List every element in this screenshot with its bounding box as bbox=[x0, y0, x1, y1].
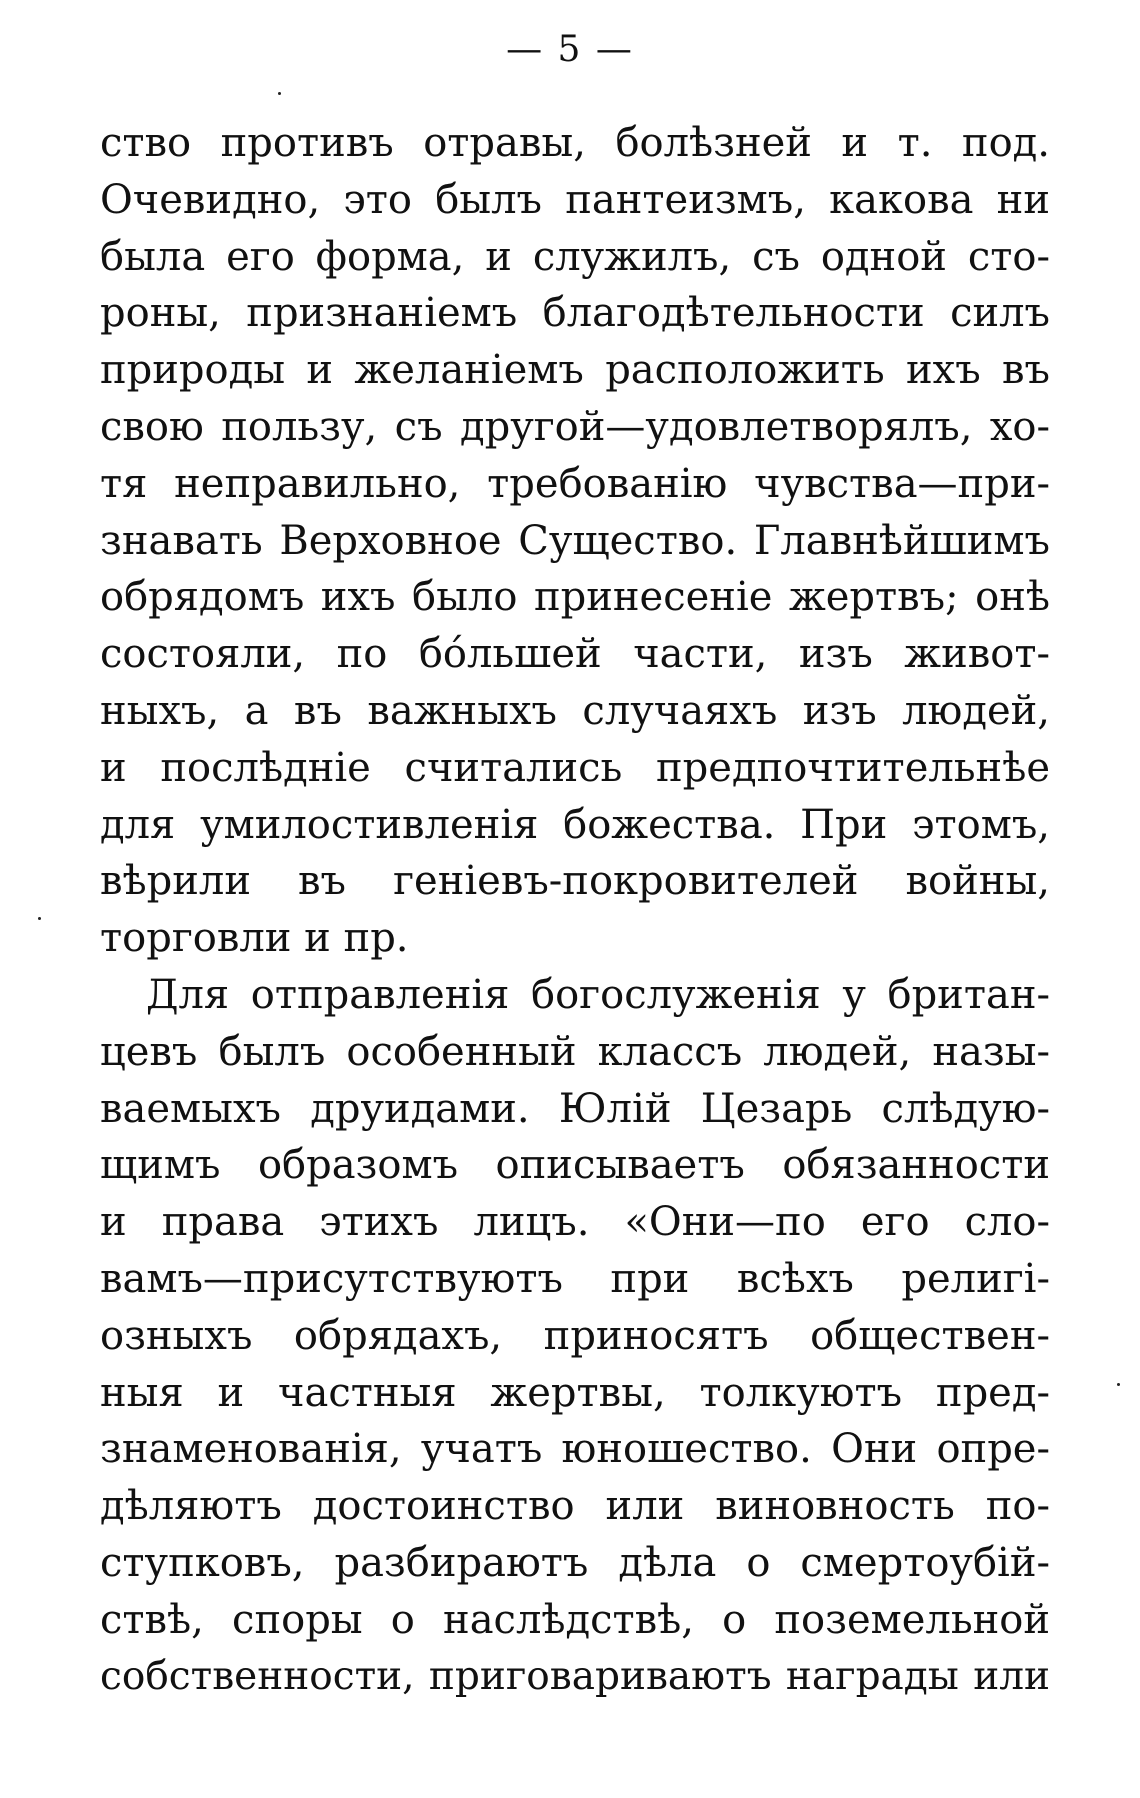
text-line: и послѣдніе считались предпочтительнѣе bbox=[100, 744, 1050, 791]
text-line: тя неправильно, требованію чувства—при- bbox=[100, 460, 1050, 507]
print-speck bbox=[38, 917, 41, 920]
print-speck bbox=[1117, 1383, 1120, 1386]
text-line: знаменованія, учатъ юношество. Они опре- bbox=[100, 1426, 1050, 1473]
text-line: ныя и частныя жертвы, толкуютъ пред- bbox=[100, 1369, 1050, 1416]
text-line: щимъ образомъ описываетъ обязанности bbox=[100, 1142, 1050, 1189]
text-line: обрядомъ ихъ было принесеніе жертвъ; онѣ bbox=[100, 574, 1050, 621]
text-line: вамъ—присутствуютъ при всѣхъ религі- bbox=[100, 1255, 1050, 1302]
text-line: для умилостивленія божества. При этомъ, bbox=[100, 801, 1050, 848]
text-line: ваемыхъ друидами. Юлій Цезарь слѣдую- bbox=[100, 1085, 1050, 1132]
text-line: свою пользу, съ другой—удовлетворялъ, хо- bbox=[100, 403, 1050, 450]
text-line: ствѣ, споры о наслѣдствѣ, о поземельной bbox=[100, 1596, 1050, 1643]
text-line: состояли, по бóльшей части, изъ живот- bbox=[100, 631, 1050, 678]
body-text bbox=[100, 115, 1050, 1705]
paragraph-1 bbox=[100, 115, 1050, 967]
text-line: цевъ былъ особенный классъ людей, назы- bbox=[100, 1028, 1050, 1075]
text-line: ступковъ, разбираютъ дѣла о смертоубій- bbox=[100, 1539, 1050, 1586]
text-line: торговли и пр. bbox=[100, 915, 409, 962]
text-line: Для отправленія богослуженія у британ- bbox=[146, 971, 1050, 1018]
text-line: дѣляютъ достоинство или виновность по- bbox=[100, 1483, 1050, 1530]
paragraph-2 bbox=[100, 967, 1050, 1705]
text-line: озныхъ обрядахъ, приносятъ обществен- bbox=[100, 1312, 1050, 1359]
text-line: ныхъ, а въ важныхъ случаяхъ изъ людей, bbox=[100, 687, 1050, 734]
text-line: собственности, приговариваютъ награды или bbox=[100, 1653, 1050, 1699]
page-number: — 5 — bbox=[506, 29, 634, 70]
text-line: вѣрили въ геніевъ-покровителей войны, bbox=[100, 858, 1050, 905]
text-line: ство противъ отравы, болѣзней и т. под. bbox=[100, 120, 1050, 166]
text-line: Очевидно, это былъ пантеизмъ, какова ни bbox=[100, 176, 1050, 223]
text-line: знавать Верховное Существо. Главнѣйшимъ bbox=[100, 517, 1050, 564]
text-line: роны, признаніемъ благодѣтельности силъ bbox=[100, 290, 1050, 337]
print-speck bbox=[278, 92, 281, 95]
text-line: природы и желаніемъ расположить ихъ въ bbox=[100, 347, 1050, 394]
text-line: и права этихъ лицъ. «Они—по его сло- bbox=[100, 1199, 1050, 1246]
text-line: была его форма, и служилъ, съ одной сто- bbox=[100, 233, 1050, 280]
